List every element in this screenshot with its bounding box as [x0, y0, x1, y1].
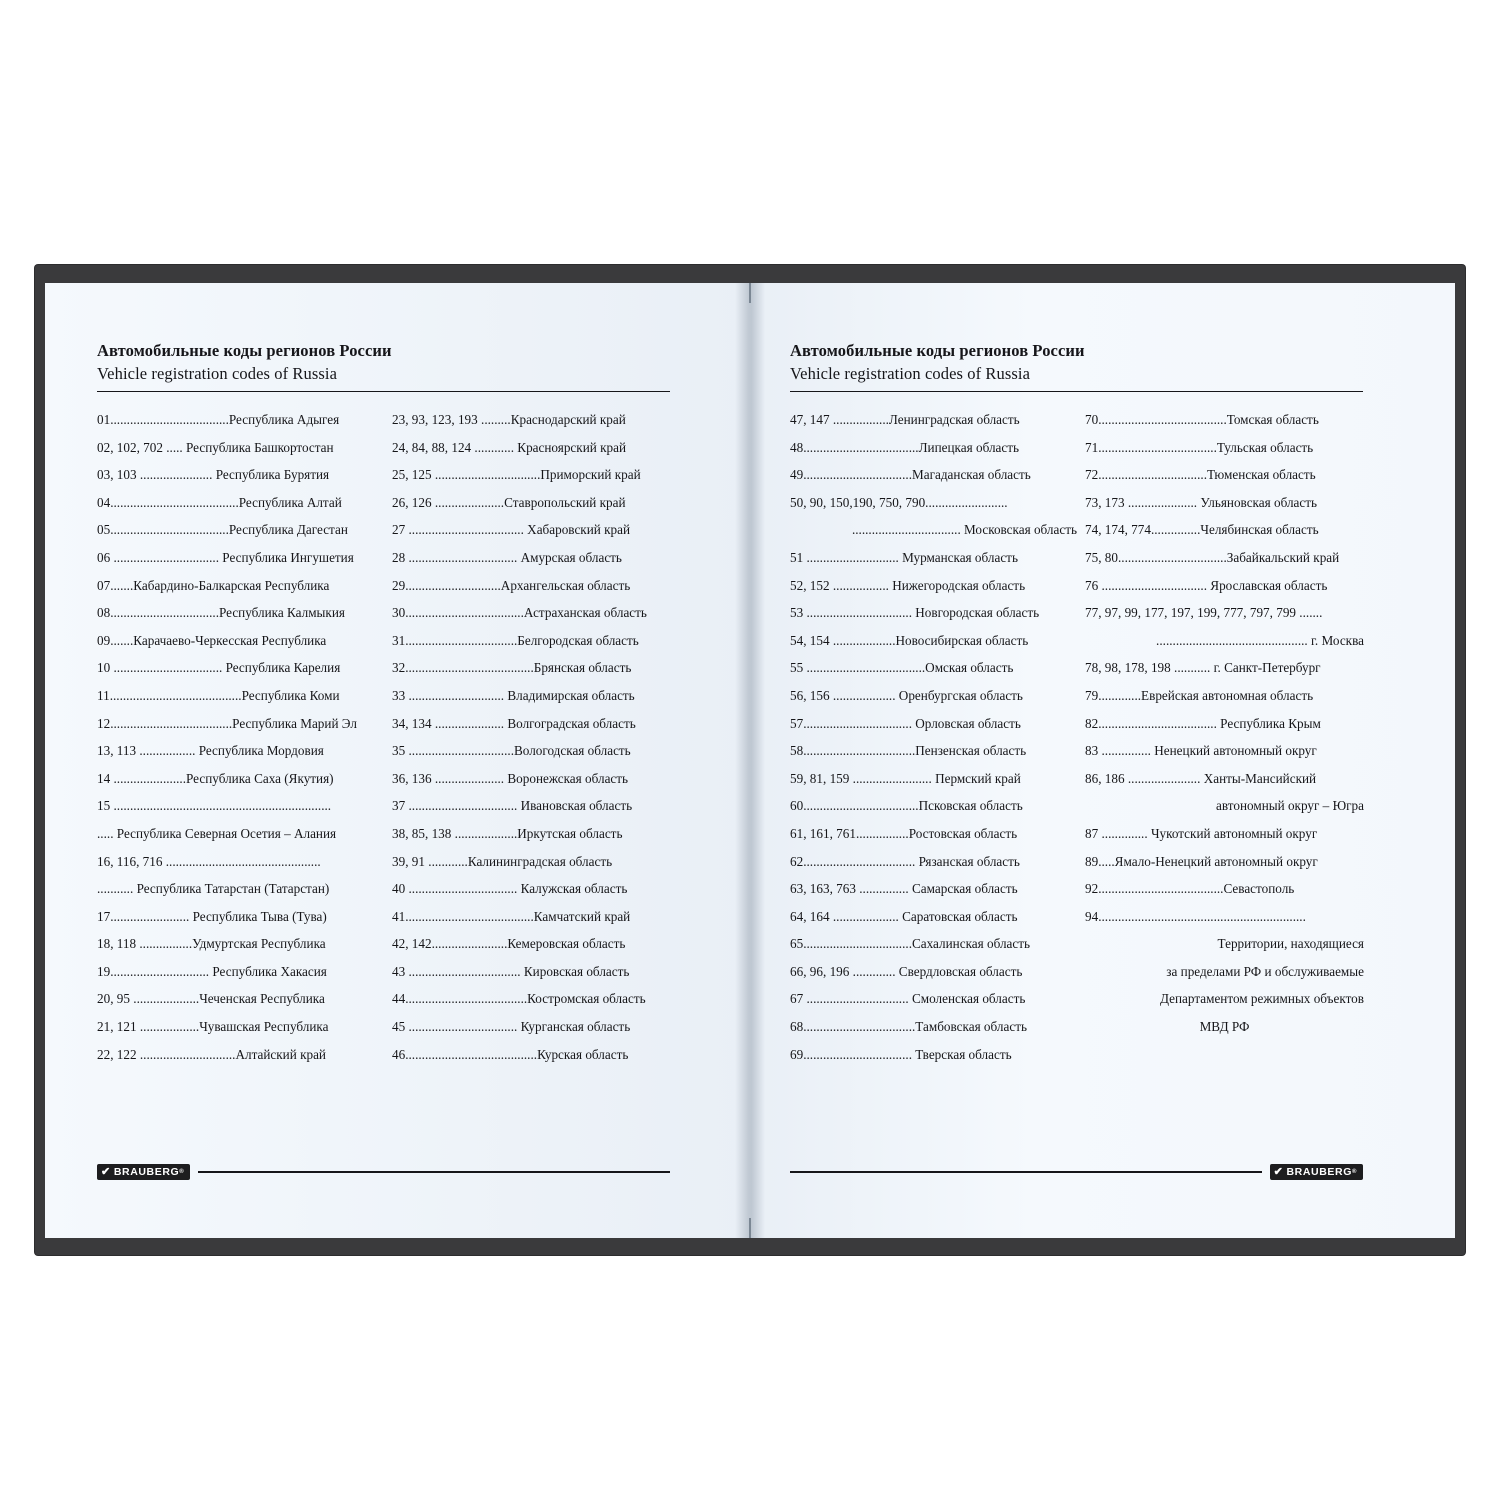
left-columns	[97, 406, 672, 1068]
list-item: 64, 164 .................... Саратовская область	[790, 908, 1018, 924]
list-item: 26, 126 .....................Ставропольский край	[392, 494, 626, 510]
list-item: 55 ....................................Омская область	[790, 660, 1014, 676]
title-divider-right	[790, 391, 1363, 392]
footer-left	[97, 1164, 670, 1180]
list-item: 42, 142.......................Кемеровская область	[392, 936, 626, 952]
list-item: автономный округ – Югра	[1216, 798, 1364, 814]
right-column-2	[1077, 406, 1364, 1068]
list-item: 23, 93, 123, 193 .........Краснодарский край	[392, 412, 626, 427]
list-item: 34, 134 ..................... Волгоградская область	[392, 715, 636, 731]
notebook-pages	[45, 283, 1455, 1238]
footer-right	[790, 1164, 1363, 1180]
list-item: 24, 84, 88, 124 ............ Красноярский край	[392, 439, 627, 455]
list-item: 86, 186 ...................... Ханты-Мансийский	[1085, 770, 1317, 786]
brand-name: BRAUBERG	[1286, 1166, 1352, 1178]
list-item: 12.....................................Республика Марий Эл	[97, 715, 357, 731]
list-item: 18, 118 ................Удмуртская Республика	[97, 936, 326, 952]
list-item: 01....................................Республика Адыгея	[97, 412, 340, 427]
title-divider-left	[97, 391, 670, 392]
list-item: 35 ................................Вологодская область	[392, 743, 631, 759]
list-item: ........... Республика Татарстан (Татарстан)	[97, 881, 330, 897]
list-item: 20, 95 ....................Чеченская Республика	[97, 991, 325, 1007]
list-item: 60...................................Псковская область	[790, 798, 1023, 814]
list-item: 17........................ Республика Тыва (Тува)	[97, 908, 327, 924]
left-column-2	[384, 406, 671, 1068]
list-item: 63, 163, 763 ............... Самарская область	[790, 881, 1018, 897]
list-item: 77, 97, 99, 177, 197, 199, 777, 797, 799 .......	[1085, 605, 1323, 621]
list-item: 08.................................Республика Калмыкия	[97, 605, 345, 621]
list-item: 50, 90, 150,190, 750, 790.........................	[790, 494, 1008, 510]
list-item: 36, 136 ..................... Воронежская область	[392, 770, 629, 786]
list-item: 39, 91 ............Калининградская область	[392, 853, 613, 869]
page-title-ru-right: Автомобильные коды регионов России	[790, 341, 1085, 360]
list-item: 30....................................Астраханская область	[392, 605, 647, 621]
list-item: 21, 121 ..................Чувашская Республика	[97, 1019, 329, 1035]
list-item: 11........................................Республика Коми	[97, 687, 340, 703]
list-item: 53 ................................ Новгородская область	[790, 605, 1040, 621]
list-item: 13, 113 ................. Республика Мордовия	[97, 743, 324, 759]
list-item: 58..................................Пензенская область	[790, 743, 1027, 759]
list-item: 78, 98, 178, 198 ........... г. Санкт-Петербург	[1085, 660, 1321, 676]
footer-rule-left	[198, 1171, 670, 1173]
list-item: 56, 156 ................... Оренбургская область	[790, 687, 1023, 703]
list-item: 73, 173 ..................... Ульяновская область	[1085, 494, 1318, 510]
list-item: 62.................................. Рязанская область	[790, 853, 1020, 869]
list-item: 87 .............. Чукотский автономный округ	[1085, 825, 1318, 841]
list-item: 07.......Кабардино-Балкарская Республика	[97, 577, 330, 593]
list-item: 65.................................Сахалинская область	[790, 936, 1031, 952]
list-item: за пределами РФ и обслуживаемые	[1166, 963, 1364, 979]
list-item: 32.......................................Брянская область	[392, 660, 632, 676]
list-item: 66, 96, 196 ............. Свердловская область	[790, 963, 1023, 979]
check-icon: ✔	[1273, 1165, 1284, 1178]
list-item: 76 ................................ Ярославская область	[1085, 577, 1328, 593]
list-item: 16, 116, 716 ...............................................	[97, 853, 321, 869]
list-item: 54, 154 ...................Новосибирская область	[790, 632, 1029, 648]
list-item: 28 ................................. Амурская область	[392, 549, 622, 565]
list-item: 79.............Еврейская автономная область	[1085, 687, 1314, 703]
brand-name: BRAUBERG	[113, 1166, 180, 1178]
list-item: 61, 161, 761................Ростовская область	[790, 825, 1018, 841]
list-item: 72.................................Тюменская область	[1085, 467, 1316, 483]
list-item: 68..................................Тамбовская область	[790, 1019, 1027, 1035]
list-item: 47, 147 .................Ленинградская область	[790, 412, 1020, 427]
left-column-1	[97, 406, 384, 1068]
list-item: 06 ................................ Республика Ингушетия	[97, 549, 354, 565]
list-item: Департаментом режимных объектов	[1159, 991, 1364, 1007]
list-item: 46........................................Курская область	[392, 1046, 629, 1062]
brauberg-logo	[97, 1164, 190, 1180]
list-item: 41.......................................Камчатский край	[392, 908, 631, 924]
list-item: 27 ................................... Хабаровский край	[392, 522, 631, 538]
list-item: 48...................................Липецкая область	[790, 439, 1020, 455]
list-item: 14 ......................Республика Саха (Якутия)	[97, 770, 334, 786]
list-item: 49.................................Магаданская область	[790, 467, 1031, 483]
list-item: 02, 102, 702 ..... Республика Башкортостан	[97, 439, 334, 455]
list-item: 10 ................................. Республика Карелия	[97, 660, 341, 676]
left-page	[45, 283, 750, 1238]
footer-rule-right	[790, 1171, 1262, 1173]
list-item: 38, 85, 138 ...................Иркутская область	[392, 825, 623, 841]
list-item: 44.....................................Костромская область	[392, 991, 646, 1007]
list-item: 43 .................................. Кировская область	[392, 963, 630, 979]
list-item: 70.......................................Томская область	[1085, 412, 1319, 427]
list-item: ................................. Московская область	[851, 522, 1077, 538]
list-item: 82.................................... Республика Крым	[1085, 715, 1321, 731]
list-item: 75, 80.................................Забайкальский край	[1085, 549, 1340, 565]
list-item: 92......................................Севастополь	[1085, 881, 1295, 897]
list-item: 51 ............................ Мурманская область	[790, 549, 1018, 565]
registered-mark: ®	[179, 1169, 185, 1175]
list-item: 37 ................................. Ивановская область	[392, 798, 633, 814]
list-item: 29.............................Архангельская область	[392, 577, 631, 593]
right-page	[750, 283, 1455, 1238]
list-item: 40 ................................. Калужская область	[392, 881, 628, 897]
list-item: 04.......................................Республика Алтай	[97, 494, 342, 510]
notebook-cover	[35, 265, 1465, 1255]
list-item: 33 ............................. Владимирская область	[392, 687, 635, 703]
right-columns	[790, 406, 1365, 1068]
left-page-content	[45, 283, 750, 1238]
registered-mark: ®	[1351, 1169, 1357, 1175]
list-item: 03, 103 ...................... Республика Бурятия	[97, 467, 330, 483]
list-item: ..... Республика Северная Осетия – Алания	[97, 825, 337, 841]
list-item: МВД РФ	[1199, 1019, 1250, 1035]
page-title-en-right: Vehicle registration codes of Russia	[790, 364, 1031, 383]
page-title-en-left: Vehicle registration codes of Russia	[97, 364, 338, 383]
page-title-ru-left: Автомобильные коды регионов России	[97, 341, 392, 360]
list-item: 09.......Карачаево-Черкесская Республика	[97, 632, 327, 648]
list-item: 89.....Ямало-Ненецкий автономный округ	[1085, 853, 1318, 869]
list-item: 67 ............................... Смоленская область	[790, 991, 1026, 1007]
check-icon: ✔	[101, 1165, 111, 1178]
brauberg-logo	[1270, 1164, 1363, 1180]
list-item: 94...............................................................	[1085, 908, 1306, 924]
list-item: 71....................................Тульская область	[1085, 439, 1314, 455]
list-item: .............................................. г. Москва	[1156, 632, 1364, 648]
list-item: 74, 174, 774...............Челябинская область	[1085, 522, 1319, 538]
list-item: 05....................................Республика Дагестан	[97, 522, 348, 538]
list-item: 83 ............... Ненецкий автономный округ	[1085, 743, 1317, 759]
list-item: 19.............................. Республика Хакасия	[97, 963, 327, 979]
list-item: 45 ................................. Курганская область	[392, 1019, 631, 1035]
list-item: 25, 125 ................................Приморский край	[392, 467, 641, 483]
list-item: 57................................. Орловская область	[790, 715, 1021, 731]
list-item: 69................................. Тверская область	[790, 1046, 1012, 1062]
list-item: 31..................................Белгородская область	[392, 632, 639, 648]
list-item: 59, 81, 159 ........................ Пермский край	[790, 770, 1021, 786]
list-item: 15 ..................................................................	[97, 798, 332, 814]
right-column-1	[790, 406, 1077, 1068]
list-item: 52, 152 ................. Нижегородская область	[790, 577, 1026, 593]
list-item: Территории, находящиеся	[1217, 936, 1364, 952]
right-page-content	[750, 283, 1455, 1238]
list-item: 22, 122 .............................Алтайский край	[97, 1046, 326, 1062]
